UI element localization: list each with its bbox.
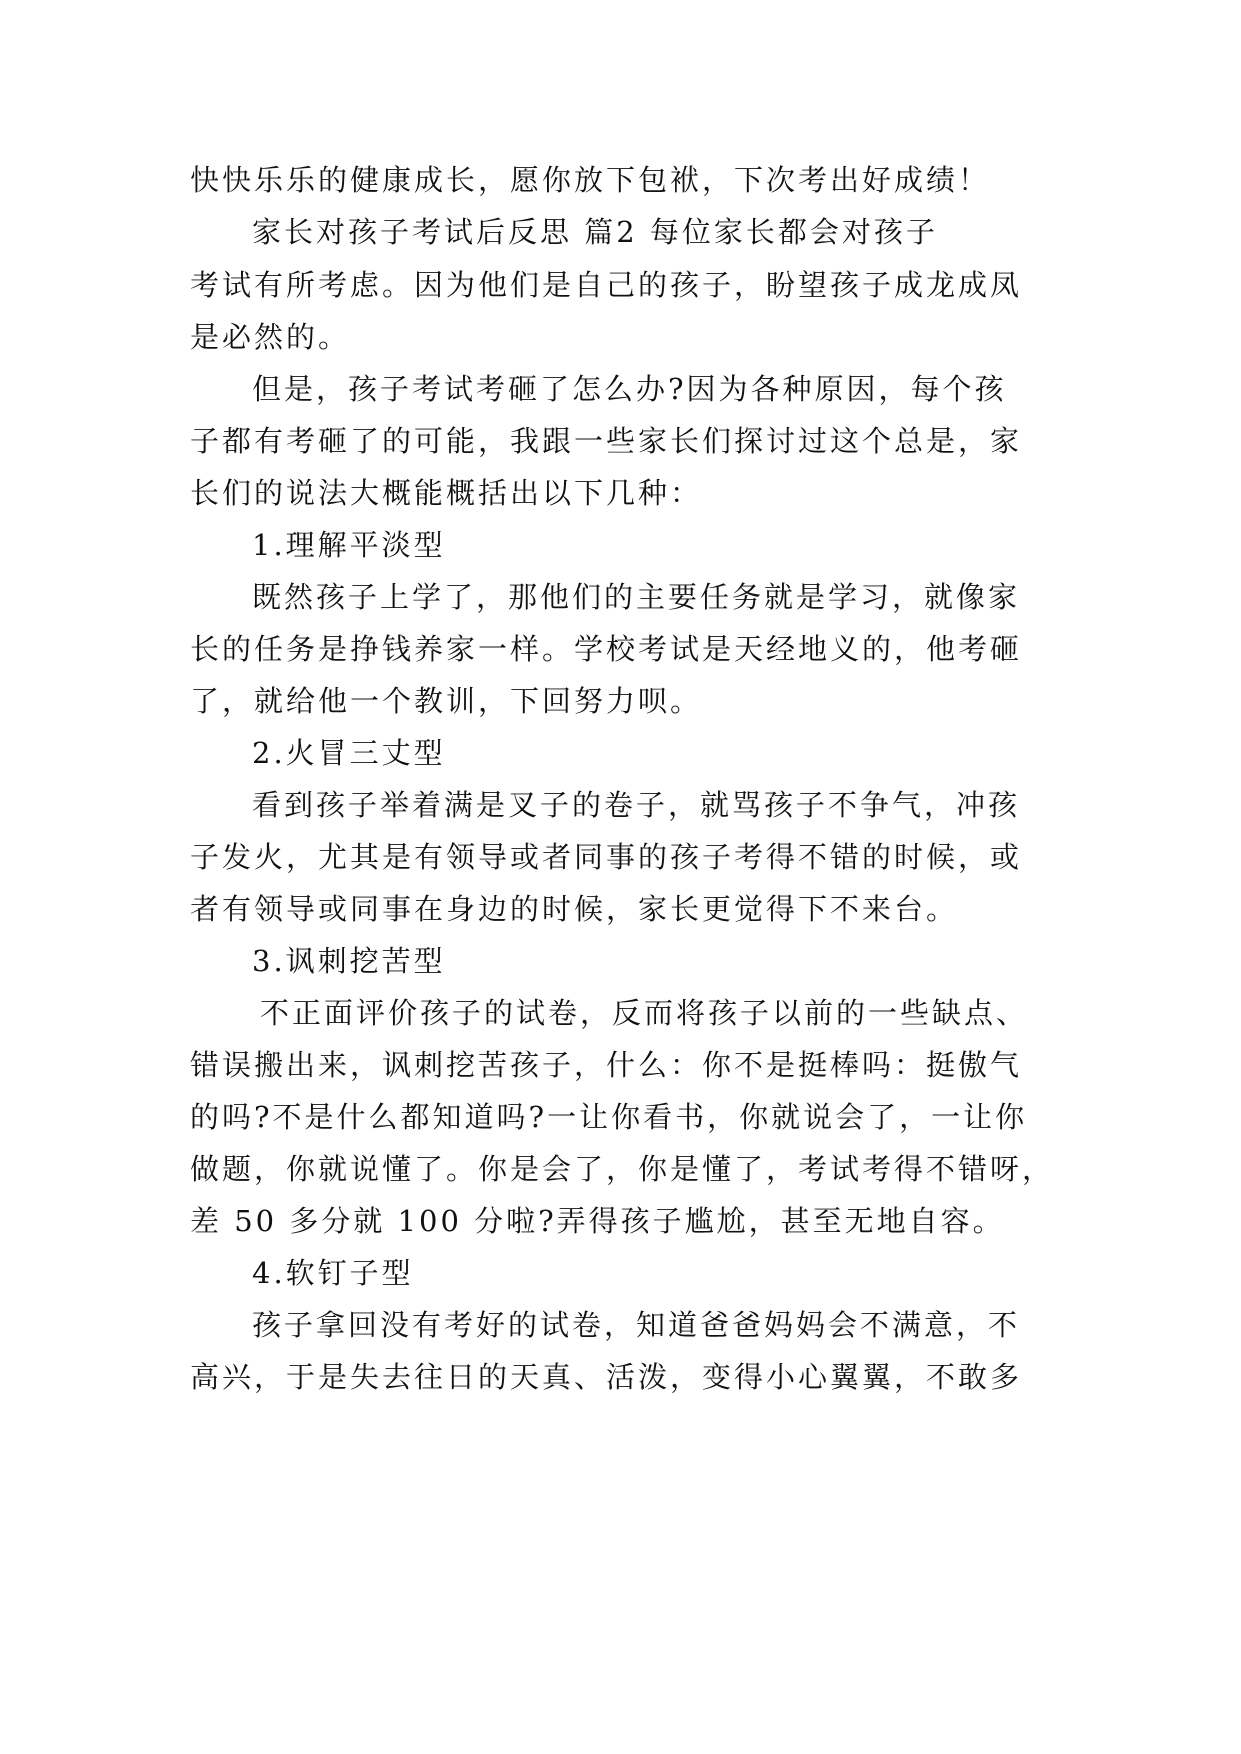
text-line: 子发火，尤其是有领导或者同事的孩子考得不错的时候，或 — [190, 840, 1023, 874]
list-heading-3: 3.讽刺挖苦型 — [252, 944, 446, 978]
list-heading-4: 4.软钉子型 — [252, 1256, 414, 1290]
text-line: 了，就给他一个教训，下回努力呗。 — [190, 684, 703, 718]
text-line: 长的任务是挣钱养家一样。学校考试是天经地义的，他考砸 — [190, 632, 1023, 666]
paragraph-start-line: 既然孩子上学了，那他们的主要任务就是学习，就像家 — [252, 580, 1021, 614]
text-line: 者有领导或同事在身边的时候，家长更觉得下不来台。 — [190, 892, 959, 926]
text-line: 长们的说法大概能概括出以下几种： — [190, 476, 703, 510]
text-line: 差 50 多分就 100 分啦?弄得孩子尴尬，甚至无地自容。 — [190, 1204, 1005, 1238]
text-line: 做题，你就说懂了。你是会了，你是懂了，考试考得不错呀， — [190, 1152, 1055, 1186]
paragraph-start-line: 但是，孩子考试考砸了怎么办?因为各种原因，每个孩 — [252, 372, 1007, 406]
section-heading-line: 家长对孩子考试后反思 篇2 每位家长都会对孩子 — [252, 215, 938, 249]
text-line: 是必然的。 — [190, 320, 351, 354]
list-heading-1: 1.理解平淡型 — [252, 528, 446, 562]
text-line: 子都有考砸了的可能，我跟一些家长们探讨过这个总是，家 — [190, 424, 1023, 458]
text-line: 快快乐乐的健康成长，愿你放下包袱，下次考出好成绩！ — [190, 163, 991, 197]
text-line: 的吗?不是什么都知道吗?一让你看书，你就说会了，一让你 — [190, 1100, 1028, 1134]
paragraph-start-line: 孩子拿回没有考好的试卷，知道爸爸妈妈会不满意，不 — [252, 1308, 1021, 1342]
text-line: 考试有所考虑。因为他们是自己的孩子，盼望孩子成龙成凤 — [190, 268, 1023, 302]
text-line: 高兴，于是失去往日的天真、活泼，变得小心翼翼，不敢多 — [190, 1360, 1023, 1394]
list-heading-2: 2.火冒三丈型 — [252, 736, 446, 770]
paragraph-start-line: 不正面评价孩子的试卷，反而将孩子以前的一些缺点、 — [260, 996, 1029, 1030]
text-line: 错误搬出来，讽刺挖苦孩子，什么：你不是挺棒吗：挺傲气 — [190, 1048, 1023, 1082]
paragraph-start-line: 看到孩子举着满是叉子的卷子，就骂孩子不争气，冲孩 — [252, 788, 1021, 822]
